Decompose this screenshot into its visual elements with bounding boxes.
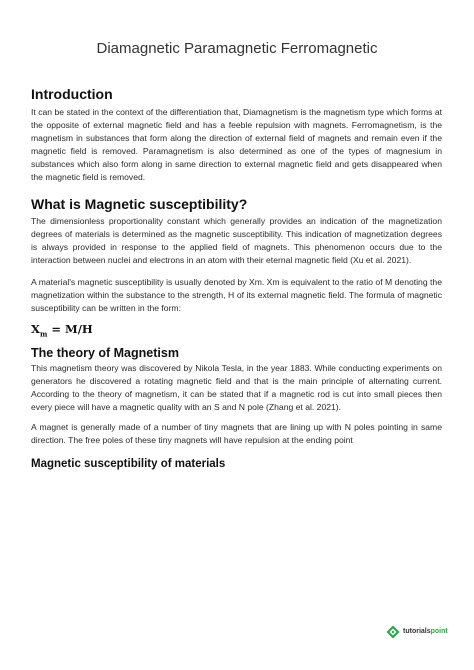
susceptibility-formula [31,322,93,338]
heading-magnetic-susceptibility: What is Magnetic susceptibility? [31,196,248,212]
document-title: Diamagnetic Paramagnetic Ferromagnetic [96,40,378,57]
heading-theory-of-magnetism: The theory of Magnetism [31,346,179,360]
heading-susceptibility-of-materials: Magnetic susceptibility of materials [31,458,226,470]
formula-subscript: m [39,329,48,339]
logo-mark-icon [386,625,400,639]
heading-introduction: Introduction [31,86,113,102]
formula-rhs: = M/H [47,322,93,336]
logo-suffix: point [430,628,448,635]
paragraph-susceptibility-notation: A material's magnetic susceptibility is usually denoted by Xm. Xm is equivalent to the ratio of M denoting the magnetization within the substance to the strength, H of its external magnetic field. The formula of magnetic susceptibility can be written in the form: [31,277,442,313]
logo-prefix: tutorials [403,628,431,635]
paragraph-introduction: It can be stated in the context of the differentiation that, Diamagnetism is the magnetism type which forms at the opposite of external magnetic field and has a feeble repulsion with magnets. Ferromagnetism, is the magnetism in substances that form along the direction of external field of magnets and remain even if the magnetic field is removed. Paramagnetism is also determined as one of the types of magnesium in substances which also form along in same direction to external magnetic field and gets disappeared when the magnetic field is removed. [31,107,442,182]
logo-wordmark [403,628,448,636]
formula-lhs: X [31,322,40,336]
tutorialspoint-logo [386,625,448,639]
paragraph-theory-tiny-magnets: A magnet is generally made of a number of tiny magnets that are lining up with N poles pointing in same direction. The free poles of these tiny magnets will have repulsion at the ending point [31,422,442,445]
paragraph-susceptibility-definition: The dimensionless proportionality constant which generally provides an indication of the magnetization degrees of materials is determined as the magnetic susceptibility. This indication of magnetization degrees is always provided in response to the applied field of magnets. This phenomenon occurs due to the interaction between nuclei and electrons in an atom with their eternal magnetic field (Xu et al. 2021). [31,216,442,265]
paragraph-theory-tesla: This magnetism theory was discovered by Nikola Tesla, in the year 1883. While conducting experiments on generators he discovered a rotating magnetic field and that is the main principle of alternating current. According to the theory of magnetism, it can be stated that if a magnetic rod is cut into small pieces then every piece will have a magnetic quality with an S and N pole (Zhang et al. 2021). [31,363,442,412]
